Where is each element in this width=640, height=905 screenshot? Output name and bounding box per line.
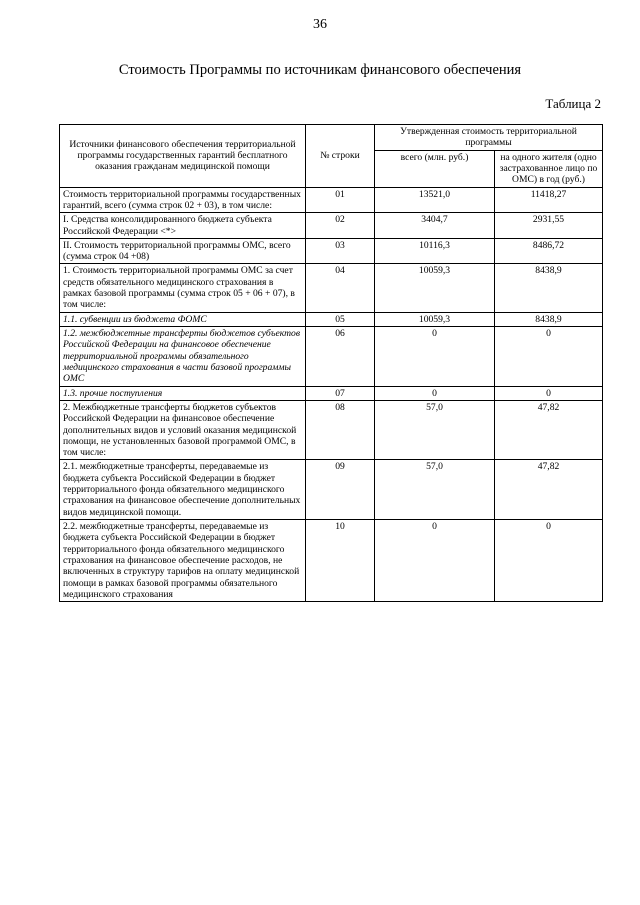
row-total: 0 — [375, 520, 495, 602]
table-row — [60, 327, 603, 387]
row-source: II. Стоимость территориальной программы ОМС, всего (сумма строк 04 +08) — [60, 238, 306, 264]
table-header-row — [60, 125, 603, 151]
row-total: 0 — [375, 327, 495, 387]
header-per-capita: на одного жителя (одно застрахованное лицо по ОМС) в год (руб.) — [495, 150, 603, 187]
table-row — [60, 386, 603, 400]
row-source: 1.2. межбюджетные трансферты бюджетов субъектов Российской Федерации на финансовое обеспечение территориальной программы обязательного медицинского страхования в части базовой программы ОМС — [60, 327, 306, 387]
row-total: 10116,3 — [375, 238, 495, 264]
header-total: всего (млн. руб.) — [375, 150, 495, 187]
header-source: Источники финансового обеспечения территориальной программы государственных гарантий бесплатного оказания гражданам медицинской помощи — [60, 125, 306, 188]
row-number: 07 — [306, 386, 375, 400]
row-per-capita: 8438,9 — [495, 264, 603, 312]
row-source: I. Средства консолидированного бюджета субъекта Российской Федерации <*> — [60, 213, 306, 239]
row-source: 1.3. прочие поступления — [60, 386, 306, 400]
row-per-capita: 8486,72 — [495, 238, 603, 264]
table-row — [60, 264, 603, 312]
row-per-capita: 47,82 — [495, 460, 603, 520]
row-number: 06 — [306, 327, 375, 387]
document-title: Стоимость Программы по источникам финансового обеспечения — [118, 62, 522, 78]
row-total: 10059,3 — [375, 264, 495, 312]
row-total: 0 — [375, 386, 495, 400]
row-number: 03 — [306, 238, 375, 264]
row-number: 05 — [306, 312, 375, 326]
row-total: 10059,3 — [375, 312, 495, 326]
row-per-capita: 2931,55 — [495, 213, 603, 239]
table-row — [60, 213, 603, 239]
page-number: 36 — [313, 17, 327, 32]
row-source: Стоимость территориальной программы государственных гарантий, всего (сумма строк 02 + 03), в том числе: — [60, 187, 306, 213]
row-number: 09 — [306, 460, 375, 520]
row-source: 2.1. межбюджетные трансферты, передаваемые из бюджета субъекта Российской Федерации в бюджет территориального фонда обязательного медицинского страхования на финансовое обеспечение дополнительных видов медицинской помощи. — [60, 460, 306, 520]
row-per-capita: 0 — [495, 386, 603, 400]
table-row — [60, 400, 603, 460]
row-total: 57,0 — [375, 400, 495, 460]
row-number: 10 — [306, 520, 375, 602]
row-per-capita: 8438,9 — [495, 312, 603, 326]
table-label: Таблица 2 — [545, 96, 601, 111]
table-row — [60, 238, 603, 264]
row-per-capita: 0 — [495, 327, 603, 387]
row-total: 13521,0 — [375, 187, 495, 213]
row-per-capita: 11418,27 — [495, 187, 603, 213]
header-approved-cost: Утвержденная стоимость территориальной программы — [375, 125, 603, 151]
row-total: 3404,7 — [375, 213, 495, 239]
row-number: 01 — [306, 187, 375, 213]
row-number: 04 — [306, 264, 375, 312]
row-source: 2.2. межбюджетные трансферты, передаваемые из бюджета субъекта Российской Федерации в бюджет территориального фонда обязательного медицинского страхования на финансовое обеспечение расходов, не включенных в структуру тарифов на оплату медицинской помощи в рамках базовой программы обязательного медицинского страхования — [60, 520, 306, 602]
table-row — [60, 187, 603, 213]
row-source: 1.1. субвенции из бюджета ФОМС — [60, 312, 306, 326]
row-source: 1. Стоимость территориальной программы ОМС за счет средств обязательного медицинского страхования в рамках базовой программы (сумма строк 05 + 06 + 07), в том числе: — [60, 264, 306, 312]
row-number: 02 — [306, 213, 375, 239]
table-row — [60, 520, 603, 602]
header-row-number: № строки — [306, 125, 375, 188]
row-source: 2. Межбюджетные трансферты бюджетов субъектов Российской Федерации на финансовое обеспечение дополнительных видов и условий оказания медицинской помощи, не установленных базовой программой ОМС, в том числе: — [60, 400, 306, 460]
table-row — [60, 312, 603, 326]
funding-sources-table — [59, 124, 603, 602]
row-per-capita: 0 — [495, 520, 603, 602]
row-per-capita: 47,82 — [495, 400, 603, 460]
row-total: 57,0 — [375, 460, 495, 520]
table-row — [60, 460, 603, 520]
row-number: 08 — [306, 400, 375, 460]
